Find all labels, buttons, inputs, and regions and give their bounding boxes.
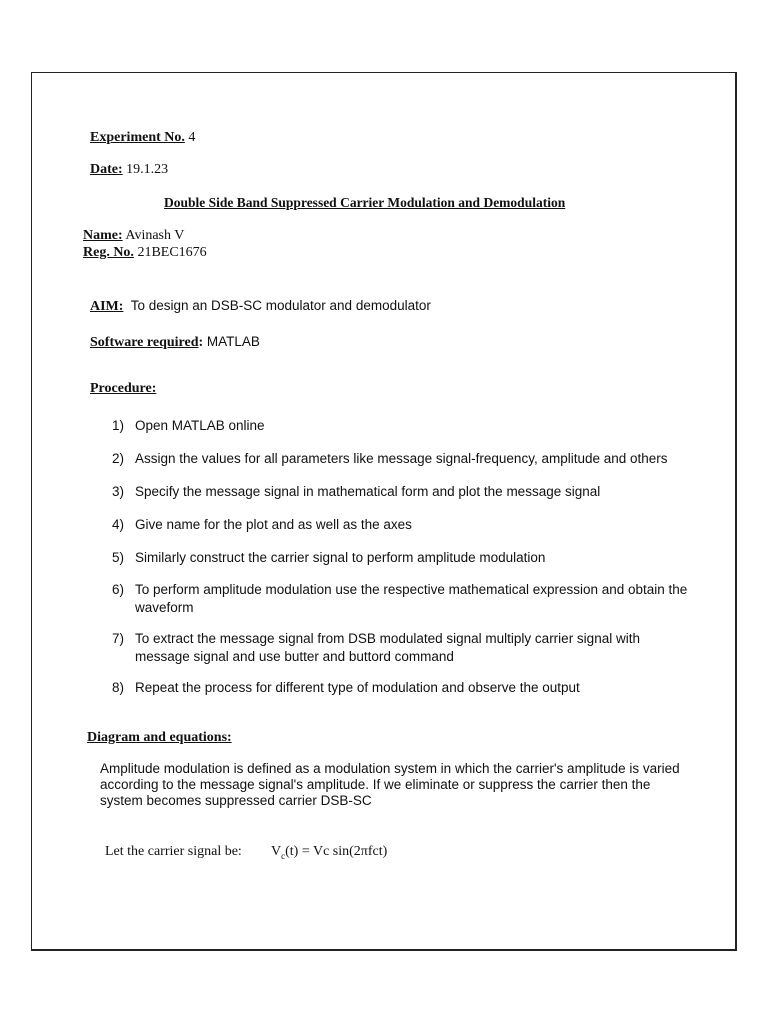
software-line — [90, 333, 260, 352]
step-number: 4) — [112, 517, 125, 532]
aim-line — [90, 297, 431, 316]
date-value: 19.1.23 — [122, 162, 169, 177]
experiment-label: Experiment No. — [90, 130, 185, 145]
reg-label: Reg. No. — [83, 245, 134, 260]
date-label: Date: — [90, 162, 123, 177]
step-number: 5) — [112, 550, 125, 565]
step-text: Assign the values for all parameters like message signal-frequency, amplitude and others — [135, 451, 668, 466]
step-number: 1) — [112, 418, 125, 433]
step-number: 3) — [112, 484, 125, 499]
experiment-number — [90, 129, 195, 147]
diagram-heading-text: Diagram and equations: — [87, 730, 232, 745]
step-text: To extract the message signal from DSB modulated signal multiply carrier signal with message signal and use butter and buttord command — [135, 631, 640, 664]
carrier-equation-line — [105, 843, 388, 861]
step-text: Specify the message signal in mathematical form and plot the message signal — [135, 484, 601, 499]
software-label: Software required — [90, 335, 199, 350]
step-number: 2) — [112, 451, 125, 466]
aim-label: AIM: — [90, 299, 124, 314]
reg-value: 21BEC1676 — [133, 245, 207, 260]
software-value: MATLAB — [203, 334, 260, 349]
step-text: Open MATLAB online — [135, 418, 265, 433]
carrier-eq-v: V — [271, 844, 282, 859]
experiment-value: 4 — [184, 130, 196, 145]
date-line — [90, 161, 168, 179]
diagram-heading — [87, 729, 232, 747]
name-value: Avinash V — [122, 228, 185, 243]
carrier-eq-rest: (t) = Vc sin(2πfct) — [285, 844, 388, 859]
step-number: 7) — [112, 631, 125, 646]
step-text: To perform amplitude modulation use the respective mathematical expression and obtain the waveform — [135, 582, 688, 615]
reg-number-line — [83, 244, 207, 262]
procedure-heading-text: Procedure: — [90, 381, 157, 396]
carrier-label: Let the carrier signal be: — [105, 844, 242, 859]
carrier-equation — [271, 843, 387, 865]
step-text: Give name for the plot and as well as the axes — [135, 517, 412, 532]
carrier-eq-subscript: c — [281, 850, 286, 861]
aim-text: To design an DSB-SC modulator and demodulator — [123, 298, 431, 313]
am-definition-paragraph: Amplitude modulation is defined as a modulation system in which the carrier's amplitude is varied according to the message signal's amplitude. If we eliminate or suppress the carrier then the system becomes suppressed carrier DSB-SC — [100, 761, 680, 808]
name-line — [83, 227, 184, 245]
step-number: 6) — [112, 582, 125, 597]
document-title: Double Side Band Suppressed Carrier Modulation and Demodulation — [164, 195, 566, 210]
software-colon: : — [198, 335, 204, 350]
step-text: Similarly construct the carrier signal to perform amplitude modulation — [135, 550, 546, 565]
name-label: Name: — [83, 228, 123, 243]
step-text: Repeat the process for different type of modulation and observe the output — [135, 680, 580, 695]
procedure-heading — [90, 380, 156, 398]
step-number: 8) — [112, 680, 125, 695]
